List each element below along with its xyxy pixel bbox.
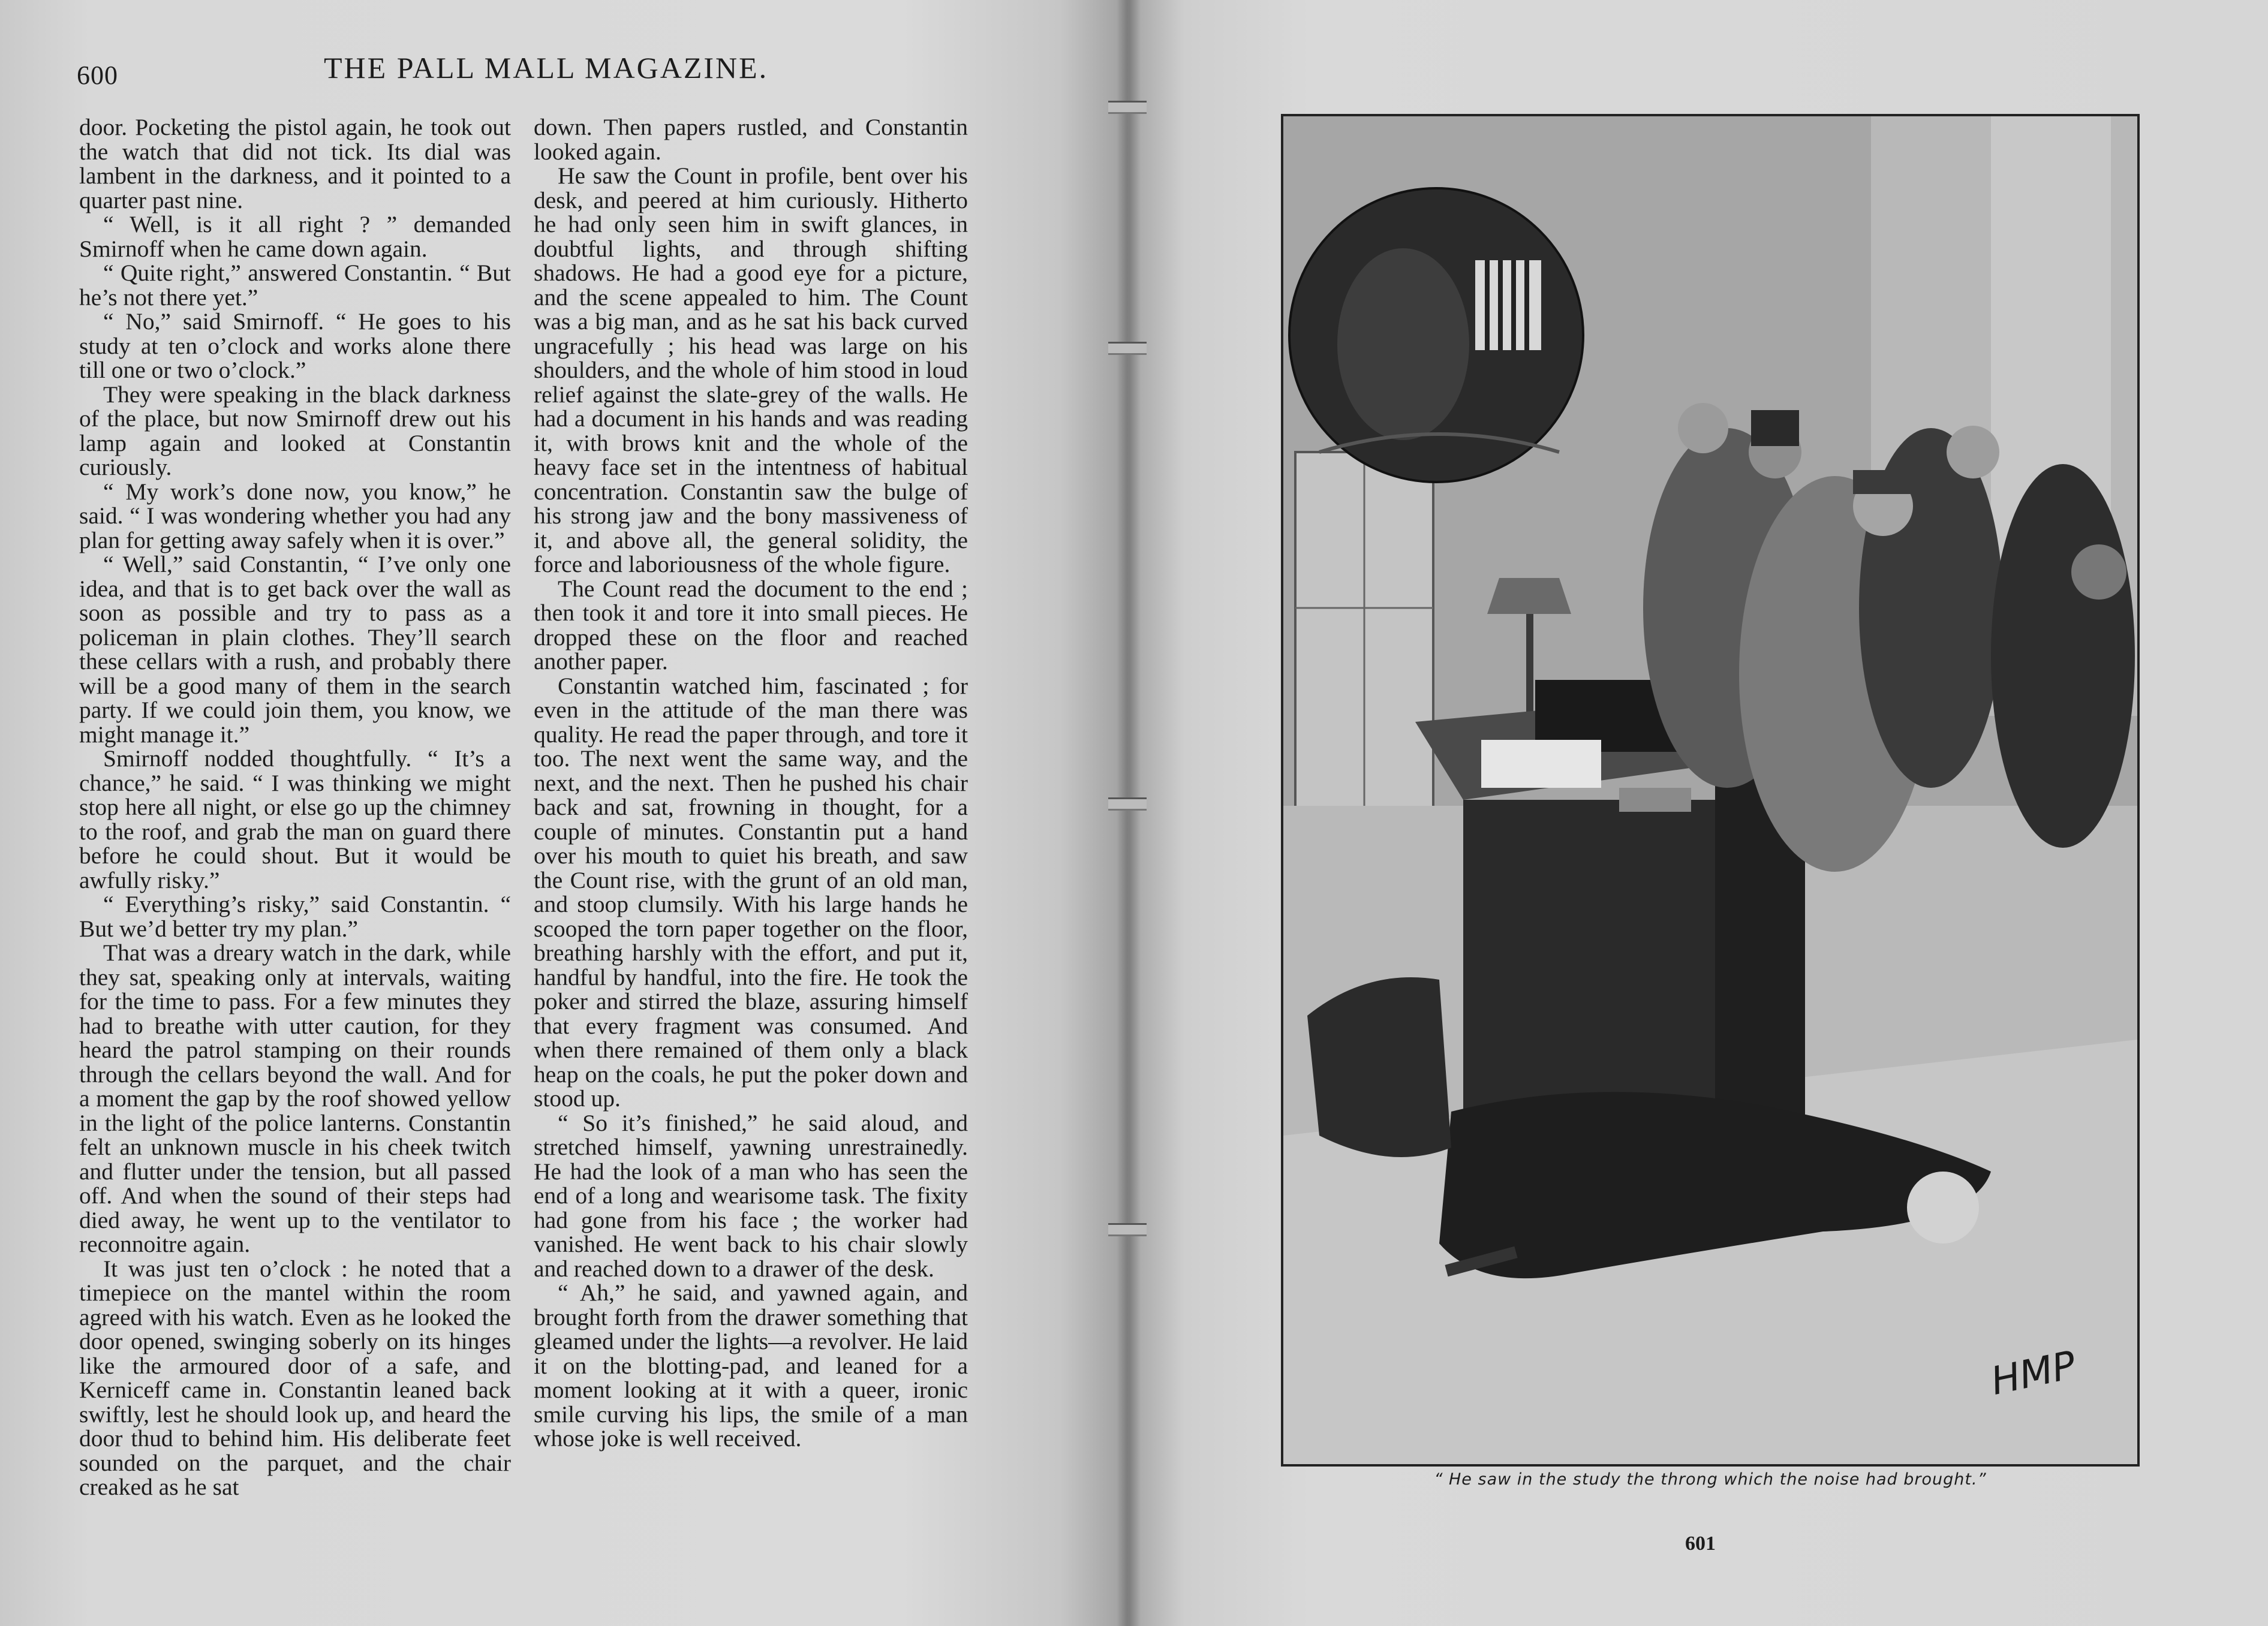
paragraph: “ Ah,” he said, and yawned again, and brought forth from the drawer something that gleamed under the lights—a revolver. He laid it on the blotting-pad, and leaned for a moment looking at it with a queer, ironic smile curving his lips, the smile of a man whose joke is well received. — [534, 1279, 968, 1452]
artist-signature: HMP — [1987, 1343, 2080, 1404]
binding-gutter — [1117, 0, 1141, 1626]
paragraph: He saw the Count in profile, bent over his desk, and peered at him curiously. Hitherto he had only seen him in swift glances, in doubtful lights, and through shifting shadows. He had a good eye for a picture, and the scene appealed to him. The Count was a big man, and as he sat his back curved ungracefully ; his head was large on his shoulders, and the whole of him stood in loud relief against the slate-grey of the walls. He had a document in his hands and was reading it, with brows knit and the whole of the heavy face set in the intentness of habitual concentration. Constantin saw the bulge of his strong jaw and the bony massiveness of it, and above all, the general solidity, the force and laboriousness of the whole figure. — [534, 162, 968, 577]
paragraph: Smirnoff nodded thoughtfully. “ It’s a chance,” he said. “ I was thinking we might stop here all night, or else go up the chimney to the roof, and grab the man on guard there before he could shout. But it would be awfully risky.” — [79, 745, 511, 893]
paragraph: down. Then papers rustled, and Constantin looked again. — [534, 114, 968, 165]
binding-stitch — [1108, 101, 1147, 114]
text-column-2 — [534, 115, 968, 1451]
page-number-left: 600 — [77, 61, 118, 90]
illustration-drawing — [1283, 116, 2137, 1464]
text-column-1 — [79, 115, 511, 1499]
paragraph: “ Everything’s risky,” said Constantin. “ But we’d better try my plan.” — [79, 891, 511, 942]
binding-stitch — [1108, 797, 1147, 811]
binding-stitch — [1108, 342, 1147, 355]
paragraph: That was a dreary watch in the dark, while they sat, speaking only at intervals, waiting for the time to pass. For a few minutes they had to breathe with utter caution, for they heard the patrol stamping on their rounds through the cellars beyond the wall. And for a moment the gap by the roof showed yellow in the light of the police lanterns. Constantin felt an unknown muscle in his cheek twitch and flutter under the tension, but all passed off. And when the sound of their steps had died away, he went up to the ventilator to reconnoitre again. — [79, 940, 511, 1257]
paragraph: “ Well, is it all right ? ” demanded Smirnoff when he came down again. — [79, 211, 511, 262]
paragraph: “ No,” said Smirnoff. “ He goes to his study at ten o’clock and works alone there till one or two o’clock.” — [79, 308, 511, 383]
page-number-right: 601 — [1685, 1532, 1716, 1555]
paragraph: “ My work’s done now, you know,” he said. “ I was wondering whether you had any plan for getting away safely when it is over.” — [79, 478, 511, 553]
paragraph: They were speaking in the black darkness of the place, but now Smirnoff drew out his lamp again and looked at Constantin curiously. — [79, 381, 511, 480]
running-head: THE PALL MALL MAGAZINE. — [324, 51, 769, 85]
paragraph: “ Quite right,” answered Constantin. “ But he’s not there yet.” — [79, 260, 511, 311]
paragraph: The Count read the document to the end ; then took it and tore it into small pieces. He dropped these on the floor and reached another paper. — [534, 575, 968, 675]
illustration-caption: “ He saw in the study the throng which the noise had brought.” — [1434, 1470, 1987, 1489]
paragraph: door. Pocketing the pistol again, he took out the watch that did not tick. Its dial was lambent in the darkness, and it pointed to a quarter past nine. — [79, 114, 511, 213]
paragraph: “ So it’s finished,” he said aloud, and stretched himself, yawning unrestrainedly. He had the look of a man who has seen the end of a long and wearisome task. The fixity had gone from his face ; the worker had vanished. He went back to his chair slowly and reached down to a drawer of the desk. — [534, 1109, 968, 1282]
paragraph: “ Well,” said Constantin, “ I’ve only one idea, and that is to get back over the wall as soon as possible and try to pass as a policeman in plain clothes. They’ll search these cellars with a rush, and probably there will be a good many of them in the search party. If we could join them, you know, we might manage it.” — [79, 551, 511, 748]
paragraph: It was just ten o’clock : he noted that a timepiece on the mantel within the room agreed with his watch. Even as he looked the door opened, swinging soberly on its hinges like the armoured door of a safe, and Kerniceff came in. Constantin leaned back swiftly, lest he should look up, and heard the door thud to behind him. His deliberate feet sounded on the parquet, and the chair creaked as he sat — [79, 1255, 511, 1500]
paragraph: Constantin watched him, fascinated ; for even in the attitude of the man there was quality. He read the paper through, and tore it too. The next went the same way, and the next, and the next. Then he pushed his chair back and sat, frowning in thought, for a couple of minutes. Constantin put a hand over his mouth to quiet his breath, and saw the Count rise, with the grunt of an old man, and stoop clumsily. With his large hands he scooped the torn paper together on the floor, breathing harshly with the effort, and put it, handful by handful, into the fire. He took the poker and stirred the blaze, assuring himself that every fragment was consumed. And when there remained of them only a black heap on the coals, he put the poker down and stood up. — [534, 672, 968, 1112]
illustration-plate — [1281, 114, 2140, 1467]
binding-stitch — [1108, 1223, 1147, 1236]
